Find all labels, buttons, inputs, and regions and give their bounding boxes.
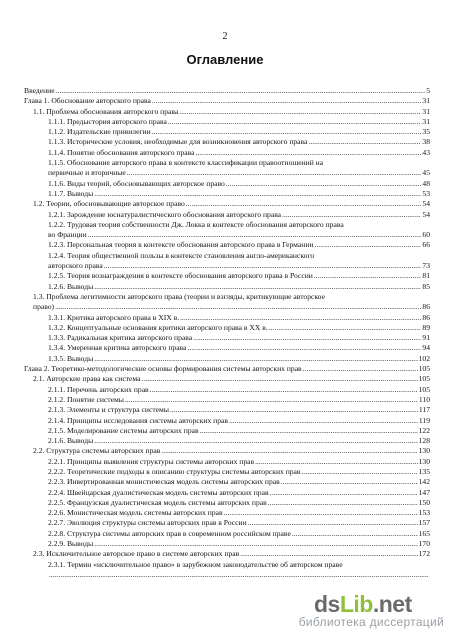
dot-leader	[308, 137, 421, 147]
toc-entry-text: 2.2.7. Эволюция структуры системы авторских прав в России	[48, 518, 247, 528]
dot-leader	[104, 261, 422, 271]
toc-page-number: 147	[418, 487, 430, 497]
dot-leader	[161, 446, 417, 456]
toc-entry[interactable]	[24, 498, 430, 508]
toc-page-number: 150	[418, 497, 430, 507]
toc-entry-text: 1.2.2. Трудовая теория собственности Дж. Локка в контексте обоснования авторского права	[48, 219, 344, 229]
toc-entry[interactable]	[24, 436, 430, 446]
toc-entry[interactable]	[24, 179, 430, 189]
toc-entry[interactable]	[24, 539, 430, 549]
toc-page-number: 157	[418, 518, 430, 528]
toc-entry-continuation: авторского права	[48, 261, 103, 271]
toc-page-number: 54	[422, 199, 430, 209]
toc-entry[interactable]	[24, 560, 430, 581]
toc-entry[interactable]	[24, 518, 430, 528]
dot-leader	[49, 570, 429, 580]
dot-leader	[55, 302, 421, 312]
toc-page-number: 31	[422, 96, 430, 106]
toc-page-number: 60	[422, 230, 430, 240]
dot-leader	[200, 426, 418, 436]
toc-entry-text: 1.2.6. Выводы	[48, 281, 94, 291]
toc-entry[interactable]	[24, 354, 430, 364]
toc-page-number: 130	[418, 446, 430, 456]
toc-entry[interactable]	[24, 467, 430, 477]
page-number: 2	[222, 31, 228, 42]
toc-page-number: 117	[418, 405, 430, 415]
toc-entry[interactable]	[24, 333, 430, 343]
toc-page-number: 35	[422, 127, 430, 137]
dot-leader	[152, 127, 422, 137]
toc-page-number: 105	[418, 374, 430, 384]
toc-entry[interactable]	[24, 446, 430, 456]
toc-page-number: 105	[418, 384, 430, 394]
toc-entry[interactable]	[24, 488, 430, 498]
toc-entry-text: 2.2.1. Принципы выявления структуры системы авторских прав	[48, 456, 255, 466]
dot-leader	[94, 539, 417, 549]
dot-leader	[224, 508, 418, 518]
toc-entry[interactable]	[24, 271, 430, 281]
toc-page-number: 81	[422, 271, 430, 281]
toc-entry[interactable]	[24, 292, 430, 313]
toc-page-number: 170	[418, 539, 430, 549]
toc-entry-text: 1.1.6. Виды теорий, обосновывающих авторское право	[48, 178, 225, 188]
toc-page-number: 172	[418, 549, 430, 559]
toc-entry[interactable]	[24, 508, 430, 518]
toc-page-number: 110	[418, 394, 430, 404]
dot-leader	[186, 199, 422, 209]
toc-page-number: 73	[422, 261, 430, 271]
watermark-tagline: библиотека диссертаций	[298, 615, 444, 629]
toc-entry-text: 1.1.4. Понятие обоснования авторского права	[48, 147, 195, 157]
toc-entry[interactable]	[24, 529, 430, 539]
toc-entry[interactable]	[24, 251, 430, 272]
toc-entry[interactable]	[24, 457, 430, 467]
toc-entry-text: Глава 1. Обоснование авторского права	[24, 96, 151, 106]
dot-leader	[302, 467, 418, 477]
toc-entry-text: 1.1.3. Исторические условия, необходимые для возникновения авторского права	[48, 137, 308, 147]
toc-entry-text: 2.1.2. Понятие системы	[48, 394, 124, 404]
toc-page-number: 5	[426, 86, 430, 95]
toc-page-number: 86	[422, 312, 430, 322]
dot-leader	[268, 498, 418, 508]
toc-entry-text: 2.2.9. Выводы	[48, 539, 94, 549]
dot-leader	[152, 96, 422, 106]
toc-entry-text: 1.2.3. Персональная теория в контексте обоснования авторского права в Германии	[48, 240, 314, 250]
toc-entry[interactable]	[24, 210, 430, 220]
toc-entry-text: 1.1.1. Предыстория авторского права	[48, 116, 167, 126]
dot-leader	[195, 148, 421, 158]
toc-entry-text: 2.2.4. Швейцарская дуалистическая модель системы авторских прав	[48, 487, 269, 497]
toc-entry-text: 2.2.2. Теоретические подходы к описанию структуры системы авторских прав	[48, 466, 301, 476]
toc-page-number: 66	[422, 240, 430, 250]
dot-leader	[282, 210, 421, 220]
toc-entry[interactable]	[24, 426, 430, 436]
table-of-contents	[24, 86, 430, 580]
toc-entry[interactable]	[24, 343, 430, 353]
toc-page-number: 48	[422, 178, 430, 188]
dot-leader	[94, 282, 421, 292]
toc-page-number: 86	[422, 302, 430, 312]
toc-entry-text: 1.3. Проблема легитимности авторского права (теории и взгляды, критикующие авторское	[33, 291, 325, 301]
toc-entry-text: 2.3.1. Термин «исключительное право» в зарубежном законодательстве об авторском праве	[48, 559, 343, 569]
toc-page-number: 119	[418, 415, 430, 425]
toc-entry-text: 2.1. Авторские права как система	[33, 374, 141, 384]
toc-entry-text: Глава 2. Теоретико-методологические основы формирования системы авторских прав	[24, 364, 302, 374]
toc-page-number: 105	[418, 364, 430, 374]
toc-page-number: 43	[422, 147, 430, 157]
toc-page-number: 122	[418, 425, 430, 435]
toc-entry[interactable]	[24, 96, 430, 106]
toc-entry[interactable]	[24, 477, 430, 487]
dot-leader	[292, 529, 418, 539]
toc-entry-text: 1.3.3. Радикальная критика авторского права	[48, 333, 193, 343]
dot-leader	[281, 477, 418, 487]
dot-leader	[180, 313, 421, 323]
watermark-logo	[258, 591, 444, 631]
toc-entry-text: 1.1. Проблема обоснования авторского права	[33, 106, 179, 116]
toc-entry-text: 1.3.1. Критика авторского права в XIX в.	[48, 312, 180, 322]
dot-leader	[187, 343, 421, 353]
toc-entry[interactable]	[24, 220, 430, 241]
toc-entry-text: 1.3.2. Концептуальные основания критики авторского права в XX в.	[48, 322, 268, 332]
toc-entry-text: 2.3. Исключительное авторское право в системе авторских прав	[33, 549, 240, 559]
toc-entry[interactable]	[24, 549, 430, 559]
dot-leader	[226, 179, 422, 189]
toc-entry-text: 1.1.2. Издательские привилегии	[48, 127, 151, 137]
dot-leader	[150, 385, 418, 395]
dot-leader	[125, 395, 418, 405]
dot-leader	[168, 117, 422, 127]
dslib-logo: dsLib.net	[314, 591, 412, 617]
toc-entry[interactable]	[24, 313, 430, 323]
dot-leader	[314, 271, 422, 281]
toc-entry-text: 2.1.4. Принципы исследования системы авторских прав	[48, 415, 228, 425]
dot-leader	[94, 436, 417, 446]
toc-entry[interactable]	[24, 107, 430, 117]
toc-entry[interactable]	[24, 137, 430, 147]
toc-entry[interactable]	[24, 158, 430, 179]
dot-leader	[315, 240, 422, 250]
toc-page-number: 85	[422, 281, 430, 291]
toc-entry[interactable]	[24, 127, 430, 137]
toc-page-number: 53	[422, 188, 430, 198]
toc-page-number: 45	[422, 168, 430, 178]
toc-page-number: 91	[422, 333, 430, 343]
toc-entry[interactable]	[24, 405, 430, 415]
toc-entry[interactable]	[24, 374, 430, 384]
dot-leader	[56, 86, 426, 96]
dot-leader	[255, 457, 417, 467]
dot-leader	[88, 230, 422, 240]
toc-entry-text: 2.2.3. Инвертированная монистическая модель системы авторских прав	[48, 477, 280, 487]
toc-entry-continuation: во Франции	[48, 230, 87, 240]
toc-page-number: 102	[418, 353, 430, 363]
toc-entry[interactable]	[24, 282, 430, 292]
toc-entry-text: 1.2. Теории, обосновывающие авторское право	[33, 199, 185, 209]
page-title: Оглавление	[186, 52, 264, 67]
toc-page-number: 38	[422, 137, 430, 147]
dot-leader	[94, 354, 417, 364]
toc-entry-text: 2.2.6. Монистическая модель системы авторских прав	[48, 508, 223, 518]
dot-leader	[240, 549, 417, 559]
dot-leader	[179, 107, 421, 117]
dot-leader	[303, 364, 418, 374]
toc-entry-text: 2.2.8. Структура системы авторских прав в современном российском праве	[48, 528, 291, 538]
toc-page-number: 31	[422, 116, 430, 126]
toc-entry-text: 2.2. Структура системы авторских прав	[33, 446, 161, 456]
toc-entry-text: 1.2.5. Теория вознаграждения в контексте обоснования авторского права в России	[48, 271, 313, 281]
dot-leader	[127, 168, 422, 178]
toc-entry[interactable]	[24, 86, 430, 96]
toc-entry-text: Введение	[24, 86, 55, 95]
dot-leader	[170, 405, 418, 415]
dot-leader	[94, 189, 421, 199]
dot-leader	[229, 416, 418, 426]
toc-page-number: 31	[422, 106, 430, 116]
toc-page-number: 89	[422, 322, 430, 332]
toc-entry[interactable]	[24, 148, 430, 158]
toc-entry-text: 2.1.1. Перечень авторских прав	[48, 384, 149, 394]
dot-leader	[142, 374, 418, 384]
toc-page-number: 130	[418, 456, 430, 466]
toc-entry-text: 2.2.5. Французская дуалистическая модель системы авторских прав	[48, 497, 267, 507]
toc-entry[interactable]	[24, 189, 430, 199]
toc-entry-text: 1.2.4. Теория общественной пользы в контексте становления англо-американского	[48, 250, 315, 260]
toc-entry-text: 1.1.5. Обоснование авторского права в контексте классификации правоотношений на	[48, 158, 324, 168]
toc-entry-text: 1.3.4. Умеренная критика авторского права	[48, 343, 187, 353]
dot-leader	[248, 518, 418, 528]
toc-entry-text: 1.2.1. Зарождение юснатуралистического обоснования авторского права	[48, 209, 282, 219]
toc-page-number: 128	[418, 436, 430, 446]
toc-page-number: 153	[418, 508, 430, 518]
toc-page-number: 142	[418, 477, 430, 487]
dot-leader	[193, 333, 421, 343]
toc-page-number: 165	[418, 528, 430, 538]
toc-entry[interactable]	[24, 323, 430, 333]
toc-entry[interactable]	[24, 199, 430, 209]
toc-entry-text: 2.1.5. Моделирование системы авторских прав	[48, 425, 199, 435]
toc-entry-continuation: право)	[33, 302, 55, 312]
toc-entry[interactable]	[24, 117, 430, 127]
toc-entry-text: 1.3.5. Выводы	[48, 353, 94, 363]
toc-entry-text: 2.1.3. Элементы и структура системы	[48, 405, 169, 415]
dot-leader	[269, 323, 422, 333]
toc-page-number: 94	[422, 343, 430, 353]
toc-page-number: 135	[418, 466, 430, 476]
toc-entry[interactable]	[24, 385, 430, 395]
toc-entry[interactable]	[24, 364, 430, 374]
toc-entry-text: 1.1.7. Выводы	[48, 188, 94, 198]
toc-page-number: 54	[422, 209, 430, 219]
toc-entry[interactable]	[24, 416, 430, 426]
toc-entry[interactable]	[24, 240, 430, 250]
dot-leader	[270, 488, 418, 498]
toc-entry-text: 2.1.6. Выводы	[48, 436, 94, 446]
toc-entry[interactable]	[24, 395, 430, 405]
toc-entry-continuation: первичные и вторичные	[48, 168, 126, 178]
